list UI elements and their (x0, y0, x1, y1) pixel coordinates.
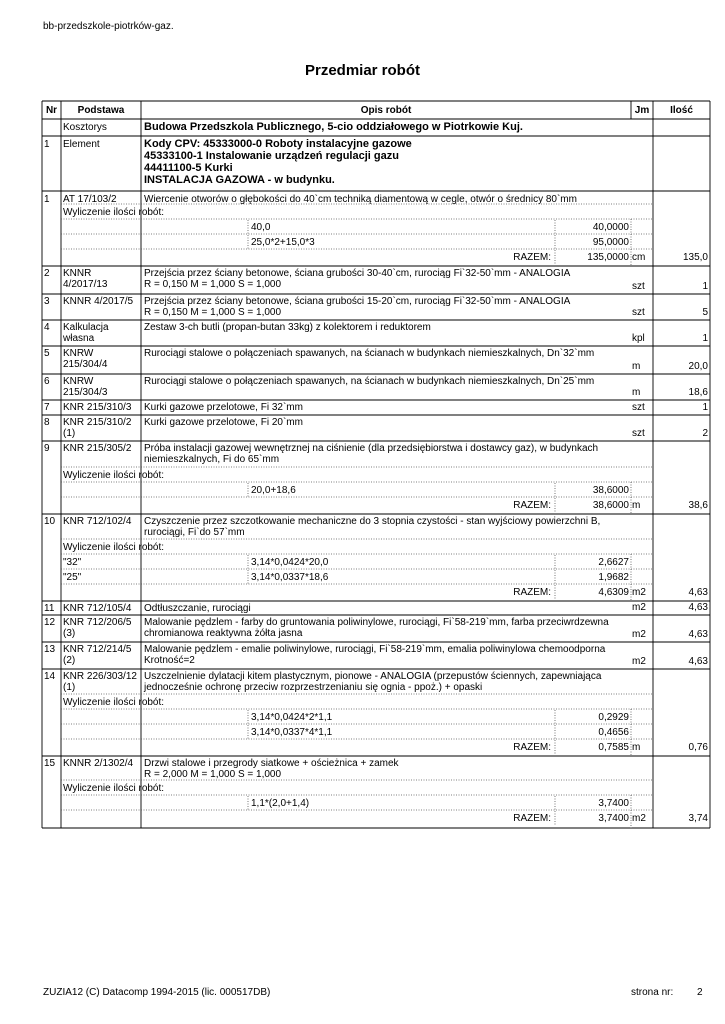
position-nr: 6 (44, 376, 50, 387)
position-description: Kurki gazowe przelotowe, Fi 20`mm (144, 417, 303, 428)
calc-line-expression: 3,14*0,0424*2*1,1 (251, 712, 333, 723)
position-basis: KNR 226/303/12 (63, 671, 137, 682)
element-label: Element (63, 139, 100, 150)
position-nr: 14 (44, 671, 56, 682)
calc-line-expression: 3,14*0,0424*20,0 (251, 557, 329, 568)
position-description: R = 0,150 M = 1,000 S = 1,000 (144, 307, 282, 318)
calc-sum-label: RAZEM: (513, 252, 551, 263)
column-header-basis: Podstawa (77, 105, 125, 116)
calc-line-value: 0,4656 (598, 727, 629, 738)
footer-page-label: strona nr: (631, 987, 674, 998)
calc-line-value: 40,0000 (592, 222, 629, 233)
position-nr: 10 (44, 516, 56, 527)
position-quantity: 18,6 (688, 387, 708, 398)
position-description: Wiercenie otworów o głębokości do 40`cm techniką diamentową w cegle, otwór o średnicy 80`mm (144, 194, 577, 205)
position-nr: 4 (44, 322, 50, 333)
position-description: Kurki gazowe przelotowe, Fi 32`mm (144, 402, 303, 413)
position-quantity: 4,63 (688, 629, 708, 640)
position-description: rurociągi, Fi`do 57`mm (144, 527, 245, 538)
position-description: Krotność=2 (144, 655, 195, 666)
position-description: Uszczelnienie dylatacji kitem plastycznym, pionowe - ANALOGIA (przepustów ściennych, zapewniająca (144, 671, 602, 682)
calc-line-value: 0,2929 (598, 712, 629, 723)
position-description: niemieszkalnych, Fi do 65`mm (144, 454, 280, 465)
calc-sum-label: RAZEM: (513, 500, 551, 511)
position-description: jednocześnie ochronę przeciw rozprzestrzenianiu się ognia - ppoż.) + opaski (144, 682, 483, 693)
position-nr: 15 (44, 758, 56, 769)
position-unit: m2 (632, 656, 646, 667)
position-quantity: 5 (702, 307, 708, 318)
position-quantity: 1 (702, 333, 708, 344)
position-nr: 1 (44, 194, 50, 205)
position-unit: m (632, 500, 641, 511)
position-description: Drzwi stalowe i przegrody siatkowe + ościeżnica + zamek (144, 758, 399, 769)
position-basis: Kalkulacja (63, 322, 109, 333)
element-line: 45333100-1 Instalowanie urządzeń regulacji gazu (144, 150, 399, 162)
element-line: 44411100-5 Kurki (144, 162, 233, 174)
calc-line-label: "25" (63, 572, 82, 583)
calc-label: Wyliczenie ilości robót: (63, 697, 165, 708)
column-header-nr: Nr (45, 105, 58, 116)
position-basis: 215/304/3 (63, 387, 108, 398)
position-unit: m2 (632, 587, 646, 598)
position-basis: KNR 215/305/2 (63, 443, 132, 454)
calc-sum-label: RAZEM: (513, 742, 551, 753)
element-line: Kody CPV: 45333000-0 Roboty instalacyjne gazowe (144, 138, 412, 150)
calc-label: Wyliczenie ilości robót: (63, 207, 165, 218)
calc-line-expression: 20,0+18,6 (251, 485, 296, 496)
header-file-name: bb-przedszkole-piotrków-gaz. (43, 21, 174, 32)
position-description: Czyszczenie przez szczotkowanie mechaniczne do 3 stopnia czystości - stan wyjściowy powierzchni B, (144, 516, 601, 527)
position-quantity: 4,63 (688, 602, 708, 613)
position-basis: własna (63, 333, 95, 344)
calc-line-expression: 3,14*0,0337*18,6 (251, 572, 329, 583)
position-description: Rurociągi stalowe o połączeniach spawanych, na ścianach w budynkach niemieszkalnych, Dn`25`mm (144, 376, 595, 387)
position-quantity: 4,63 (688, 587, 708, 598)
position-nr: 9 (44, 443, 50, 454)
position-basis: (2) (63, 655, 76, 666)
cost-estimate-label: Kosztorys (63, 122, 107, 133)
calc-label: Wyliczenie ilości robót: (63, 783, 165, 794)
position-nr: 2 (44, 268, 50, 279)
position-basis: KNR 712/206/5 (63, 617, 132, 628)
calc-line-value: 3,7400 (598, 798, 629, 809)
footer-page-number: 2 (697, 987, 703, 998)
calc-line-value: 95,0000 (592, 237, 629, 248)
page-title: Przedmiar robót (304, 62, 421, 79)
position-unit: cm (632, 252, 646, 263)
position-description: Rurociągi stalowe o połączeniach spawanych, na ścianach w budynkach niemieszkalnych, Dn`32`mm (144, 348, 595, 359)
position-basis: 4/2017/13 (63, 279, 108, 290)
calc-line-value: 38,6000 (592, 485, 629, 496)
calc-label: Wyliczenie ilości robót: (63, 470, 165, 481)
position-basis: (1) (63, 682, 76, 693)
position-basis: KNR 712/105/4 (63, 603, 132, 614)
calc-sum-value: 38,6000 (592, 500, 629, 511)
position-description: Malowanie pędzlem - farby do gruntowania poliwinylowe, rurociągi, Fi`58-219`mm, farba przeciwrdzewna (144, 617, 609, 628)
position-basis: 215/304/4 (63, 359, 108, 370)
calc-line-label: "32" (63, 557, 82, 568)
position-basis: KNR 215/310/2 (63, 417, 132, 428)
position-description: R = 0,150 M = 1,000 S = 1,000 (144, 279, 282, 290)
calc-line-expression: 40,0 (251, 222, 271, 233)
position-basis: KNNR (63, 268, 92, 279)
position-nr: 5 (44, 348, 50, 359)
position-nr: 12 (44, 617, 56, 628)
position-unit: m (632, 742, 641, 753)
footer-software: ZUZIA12 (C) Datacomp 1994-2015 (lic. 000517DB) (43, 987, 271, 998)
position-quantity: 0,76 (688, 742, 708, 753)
position-nr: 7 (44, 402, 50, 413)
position-basis: KNR 712/102/4 (63, 516, 132, 527)
calc-line-expression: 25,0*2+15,0*3 (251, 237, 315, 248)
position-quantity: 20,0 (688, 361, 708, 372)
position-basis: KNNR 2/1302/4 (63, 758, 134, 769)
position-unit: m2 (632, 629, 646, 640)
position-unit: szt (632, 281, 645, 292)
position-basis: KNR 712/214/5 (63, 644, 132, 655)
calc-sum-value: 4,6309 (598, 587, 629, 598)
position-description: Przejścia przez ściany betonowe, ściana grubości 30-40`cm, rurociąg Fi`32-50`mm - ANALOGIA (144, 268, 571, 279)
position-quantity: 1 (702, 281, 708, 292)
calc-line-value: 1,9682 (598, 572, 629, 583)
position-nr: 13 (44, 644, 56, 655)
position-nr: 3 (44, 296, 50, 307)
position-basis: KNRW (63, 348, 94, 359)
position-unit: szt (632, 307, 645, 318)
calc-sum-value: 3,7400 (598, 813, 629, 824)
element-nr: 1 (44, 139, 50, 150)
column-header-qty: Ilość (670, 105, 693, 116)
position-basis: KNR 215/310/3 (63, 402, 132, 413)
position-unit: m2 (632, 602, 646, 613)
position-basis: (1) (63, 428, 76, 439)
position-basis: KNNR 4/2017/5 (63, 296, 134, 307)
element-line: INSTALACJA GAZOWA - w budynku. (144, 174, 335, 186)
position-unit: szt (632, 428, 645, 439)
position-unit: m (632, 361, 641, 372)
position-unit: m2 (632, 813, 646, 824)
position-description: chromianowa reaktywna żółta jasna (144, 628, 303, 639)
position-nr: 11 (44, 603, 55, 614)
position-nr: 8 (44, 417, 50, 428)
calc-sum-label: RAZEM: (513, 587, 551, 598)
calc-sum-value: 135,0000 (587, 252, 629, 263)
position-quantity: 4,63 (688, 656, 708, 667)
position-description: R = 2,000 M = 1,000 S = 1,000 (144, 769, 282, 780)
calc-line-value: 2,6627 (598, 557, 629, 568)
position-basis: (3) (63, 628, 76, 639)
cost-estimate-name: Budowa Przedszkola Publicznego, 5-cio oddziałowego w Piotrkowie Kuj. (144, 121, 523, 133)
calc-sum-label: RAZEM: (513, 813, 551, 824)
position-unit: kpl (632, 333, 645, 344)
position-quantity: 38,6 (688, 500, 708, 511)
position-basis: KNRW (63, 376, 94, 387)
calc-line-expression: 3,14*0,0337*4*1,1 (251, 727, 333, 738)
position-description: Przejścia przez ściany betonowe, ściana grubości 15-20`cm, rurociąg Fi`32-50`mm - ANALOGIA (144, 296, 571, 307)
position-unit: szt (632, 402, 645, 413)
position-basis: AT 17/103/2 (63, 194, 117, 205)
position-quantity: 1 (702, 402, 708, 413)
position-description: Próba instalacji gazowej wewnętrznej na ciśnienie (dla przedsiębiorstwa i dostawcy gaz), w budynkach (144, 443, 599, 454)
position-description: Zestaw 3-ch butli (propan-butan 33kg) z kolektorem i reduktorem (144, 322, 431, 333)
calc-sum-value: 0,7585 (598, 742, 629, 753)
column-header-unit: Jm (634, 105, 650, 116)
column-header-desc: Opis robót (360, 105, 412, 116)
position-quantity: 2 (702, 428, 708, 439)
calc-line-expression: 1,1*(2,0+1,4) (251, 798, 310, 809)
position-quantity: 135,0 (682, 252, 708, 263)
position-description: Malowanie pędzlem - emalie poliwinylowe, rurociągi, Fi`58-219`mm, emalia poliwinylowa chemoodporna (144, 644, 606, 655)
position-description: Odtłuszczanie, rurociągi (144, 603, 251, 614)
position-unit: m (632, 387, 641, 398)
position-quantity: 3,74 (688, 813, 708, 824)
calc-label: Wyliczenie ilości robót: (63, 542, 165, 553)
